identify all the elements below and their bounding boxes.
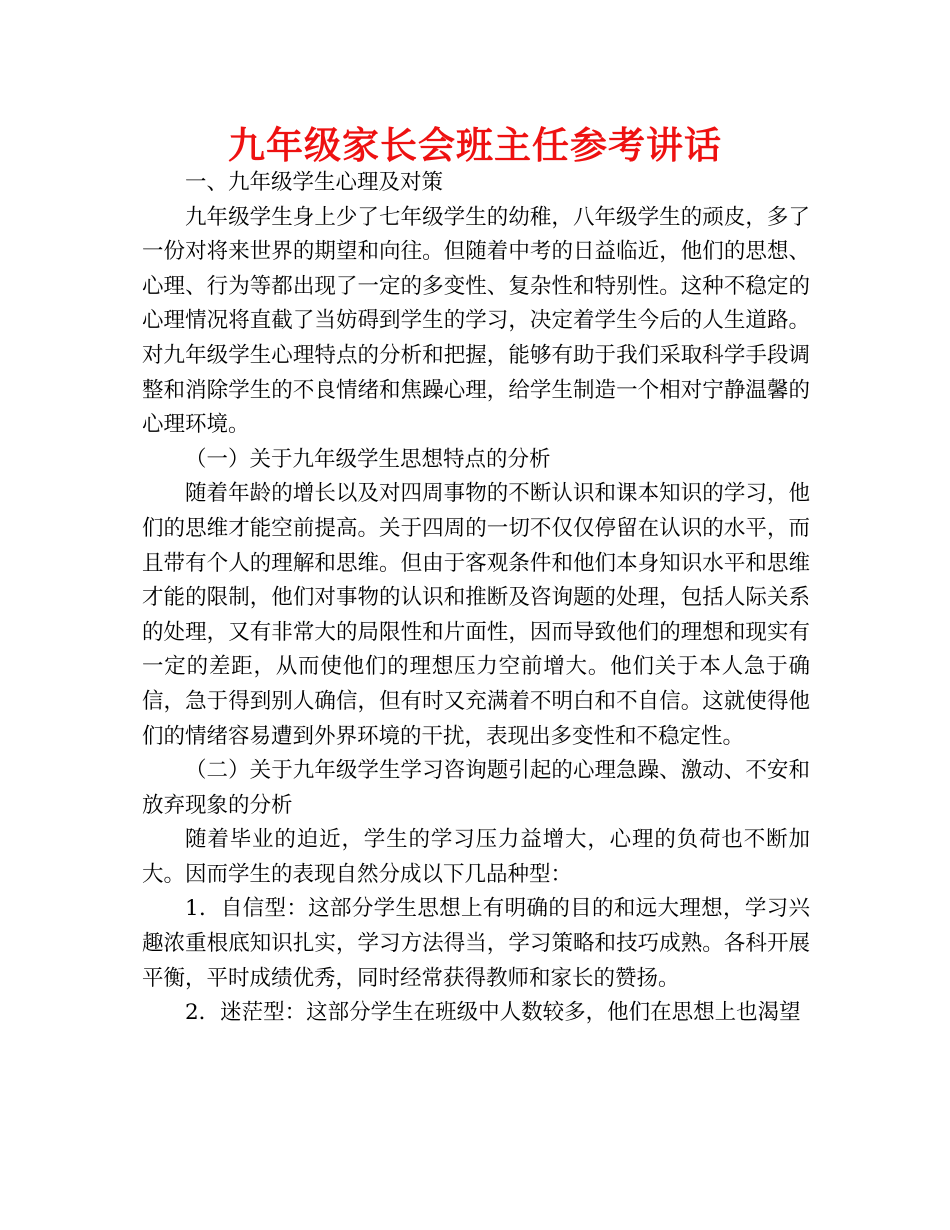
document-title: 九年级家长会班主任参考讲话 [228,124,722,167]
list-item: 2．迷茫型：这部分学生在班级中人数较多，他们在思想上也渴望 [185,1000,801,1026]
list-item: 1．自信型：这部分学生思想上有明确的目的和远大理想，学习兴趣浓重根底知识扎实，学习方法得当，学习策略和技巧成熟。各科开展平衡，平时成绩优秀，同时经常获得教师和家长的赞扬。 [142,896,810,991]
subsection-heading: （二）关于九年级学生学习咨询题引起的心理急躁、激动、不安和放弃现象的分析 [142,758,810,818]
paragraph: 随着年龄的增长以及对四周事物的不断认识和课本知识的学习，他们的思维才能空前提高。关于四周的一切不仅仅停留在认识的水平，而且带有个人的理解和思维。但由于客观条件和他们本身知识水平和思维才能的限制，他们对事物的认识和推断及咨询题的处理，包括人际关系的处理，又有非常大的局限性和片面性，因而导致他们的理想和现实有一定的差距，从而使他们的理想压力空前增大。他们关于本人急于确信，急于得到别人确信，但有时又充满着不明白和不自信。这就使得他们的情绪容易遭到外界环境的干扰，表现出多变性和不稳定性。 [142,481,810,749]
section-heading: 一、九年级学生心理及对策 [185,170,444,195]
paragraph: 随着毕业的迫近，学生的学习压力益增大，心理的负荷也不断加大。因而学生的表现自然分成以下几品种型： [142,827,810,887]
paragraph: 九年级学生身上少了七年级学生的幼稚，八年级学生的顽皮，多了一份对将来世界的期望和向往。但随着中考的日益临近，他们的思想、心理、行为等都出现了一定的多变性、复杂性和特别性。这种不稳定的心理情况将直截了当妨碍到学生的学习，决定着学生今后的人生道路。对九年级学生心理特点的分析和把握，能够有助于我们采取科学手段调整和消除学生的不良情绪和焦躁心理，给学生制造一个相对宁静温馨的心理环境。 [142,204,810,438]
subsection-heading: （一）关于九年级学生思想特点的分析 [185,446,551,472]
document-body [142,166,810,1031]
